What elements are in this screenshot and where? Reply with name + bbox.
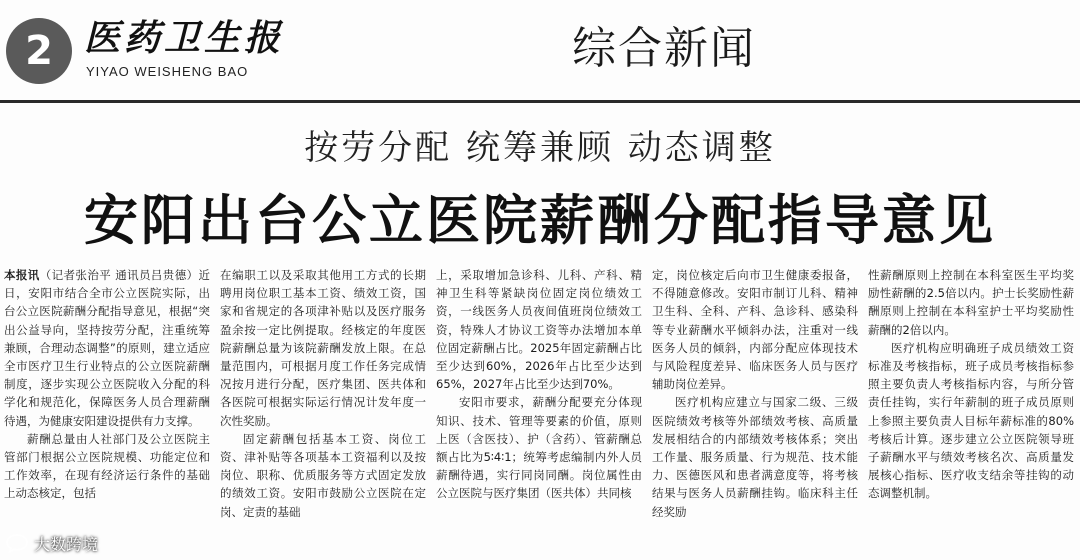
- watermark-text: 大数跨境: [34, 534, 99, 554]
- masthead-divider: [0, 100, 1080, 103]
- article-paragraph: 安阳市要求，薪酬分配要充分体现知识、技术、管理等要素的价值，原则上医（含医技）、护（含药）、管薪酬总额占比为5∶4∶1；统筹考虑编制内外人员薪酬待遇，实行同岗同酬。岗位属性由公立医院与医疗集团（医共体）共同核: [436, 395, 642, 501]
- article-paragraph: 在编职工以及采取其他用工方式的长期聘用岗位职工基本工资、绩效工资，国家和省规定的各项津补贴以及医疗服务盈余按一定比例提取。经核定的年度医院薪酬总量为该院薪酬发放上限。在总量范围内，可根据月度工作任务完成情况按月进行分配，医疗集团、医共体和各医院可根据实际运行情况计发年度一次性奖励。: [220, 268, 426, 428]
- article-paragraph: 性薪酬原则上控制在本科室医生平均奖励性薪酬的2.5倍以内。护士长奖励性薪酬原则上控制在本科室护士平均奖励性薪酬的2倍以内。: [868, 268, 1074, 337]
- article-column-3: [436, 266, 642, 560]
- dateline-lead: 本报讯: [4, 268, 40, 282]
- article-paragraph: 医疗机构应建立与国家二级、三级医院绩效考核等外部绩效考核、高质量发展相结合的内部绩效考核体系；突出工作量、服务质量、行为规范、技术能力、医德医风和患者满意度等，将考核结果与医务人员薪酬挂钩。临床科主任经奖励: [652, 395, 858, 519]
- article-column-4: [652, 266, 858, 560]
- article-column-5: [868, 266, 1074, 560]
- paper-name-logo: 医药卫生报: [84, 17, 285, 59]
- article-headline: 安阳出台公立医院薪酬分配指导意见: [84, 188, 996, 252]
- article-paragraph: 上，采取增加急诊科、儿科、产科、精神卫生科等紧缺岗位固定岗位绩效工资，一线医务人员夜间值班岗位绩效工资，特殊人才协议工资等办法增加本单位固定薪酬占比。2025年固定薪酬占比至少达到60%，2026年占比至少达到65%，2027年占比至少达到70%。: [436, 268, 642, 392]
- byline: （记者张治平 通讯员吕贵德）: [39, 268, 199, 282]
- paragraph-text: 近日，安阳市结合全市公立医院实际，出台公立医院薪酬分配指导意见，根据“突出公益导向，坚持按劳分配，注重统筹兼顾，合理动态调整”的原则，建立适应全市医疗卫生行业特点的公立医院薪酬制度，逐步实现公立医院收入分配的科学化和规范化，保障医务人员合理薪酬待遇，为健康安阳建设提供有力支撑。: [4, 268, 210, 428]
- article-paragraph: [4, 266, 210, 430]
- article-body: [4, 266, 1076, 560]
- page-number-badge: 2: [6, 18, 72, 84]
- article-paragraph: 医疗机构应明确班子成员绩效工资标准及考核指标，班子成员考核指标参照主要负责人考核指标内容，与所分管责任挂钩，实行年薪制的班子成员原则上参照主要负责人目标年薪标准的80%考核后计算。逐步建立公立医院领导班子薪酬水平与绩效考核名次、高质量发展核心指标、医疗收支结余等挂钩的动态调整机制。: [868, 340, 1074, 501]
- section-title: 综合新闻: [572, 23, 756, 74]
- watermark: [6, 530, 98, 556]
- article-paragraph: 定，岗位核定后向市卫生健康委报备，不得随意修改。安阳市制订儿科、精神卫生科、全科、产科、急诊科、感染科等专业薪酬水平倾斜办法，注重对一线医务人员的倾斜，内部分配应体现技术与风险程度差异、临床医务人员与医疗辅助岗位差异。: [652, 268, 858, 392]
- article-column-1: [4, 266, 210, 560]
- paper-pinyin: YIYAO WEISHENG BAO: [86, 64, 249, 79]
- masthead: [0, 0, 1080, 104]
- article-paragraph: 薪酬总量由人社部门及公立医院主管部门根据公立医院规模、功能定位和工作效率，在现有经济运行条件的基础上动态核定，包括: [4, 431, 210, 501]
- article-subhead: 按劳分配 统筹兼顾 动态调整: [304, 128, 776, 168]
- article-column-2: [220, 266, 426, 560]
- chat-bubble-icon: [6, 533, 28, 553]
- article-paragraph: 固定薪酬包括基本工资、岗位工资、津补贴等各项基本工资福利以及按岗位、职称、优质服务等方式固定发放的绩效工资。安阳市鼓励公立医院在定岗、定责的基础: [220, 431, 426, 519]
